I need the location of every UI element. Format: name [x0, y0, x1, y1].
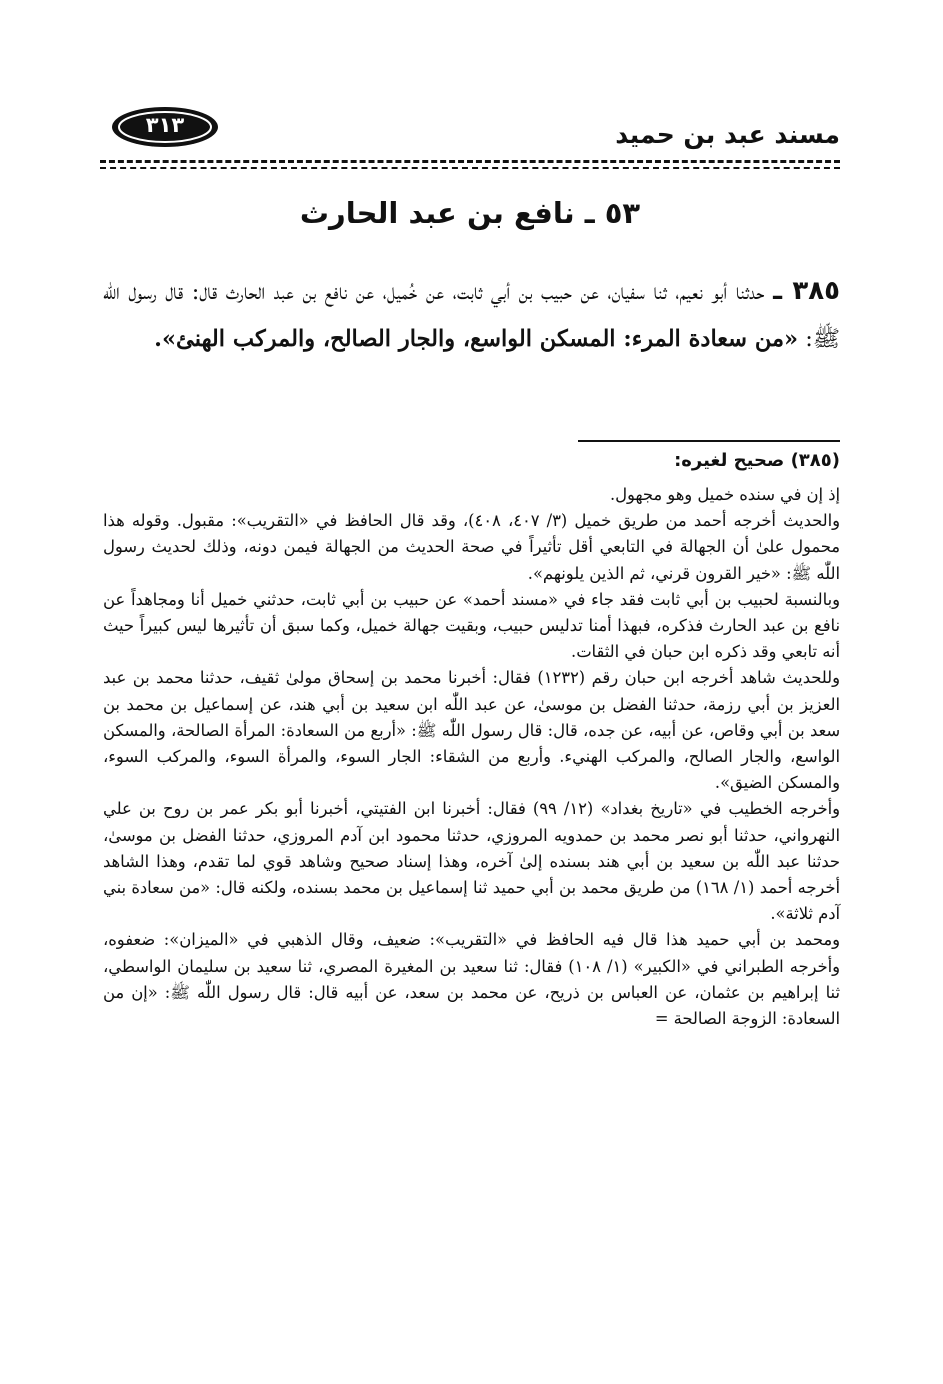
header-divider [100, 160, 840, 163]
hadith-isnad: حدثنا أبو نعيم، ثنا سفيان، عن حبيب بن أبي ثابت، عن خُميل، عن نافع بن عبد الحارث قال: قال رسول اللّٰه ﷺ: [103, 279, 840, 352]
footnote-body [103, 482, 840, 1032]
footnote-paragraph: ومحمد بن أبي حميد هذا قال فيه الحافظ في «التقريب»: ضعيف، وقال الذهبي في «الميزان»: ضعفوه، وأخرجه الطبراني في «الكبير» (١/ ١٠٨) فقال: ثنا سعيد بن المغيرة المصري، ثنا سعيد بن سليمان الواسطي، ثنا إبراهيم بن عثمان، عن العباس بن ذريح، عن محمد بن سعد، عن أبيه قال: قال رسول اللّٰه ﷺ: «إن من السعادة: الزوجة الصالحة = [103, 930, 840, 1029]
header-divider-secondary [100, 167, 840, 169]
page-number-badge [110, 104, 220, 150]
book-title: مسند عبد بن حميد [615, 120, 840, 149]
hadith-text [103, 268, 840, 363]
hadith-matn: «من سعادة المرء: المسكن الواسع، والجار الصالح، والمركب الهنئ». [154, 326, 799, 352]
footnote-separator [578, 440, 840, 442]
footnote-paragraph: وبالنسبة لحبيب بن أبي ثابت فقد جاء في «مسند أحمد» عن حبيب بن أبي ثابت، حدثني خميل أنا ومجاهداً عن نافع بن عبد الحارث فذكره، فبهذا أمنا تدليس حبيب، وبقيت جهالة خميل، وكما سبق أن تأثيرها ليس كبيراً حيث أنه تابعي وقد ذكره ابن حبان في الثقات. [103, 589, 840, 662]
footnote-paragraph: إذ إن في سنده خميل وهو مجهول. [609, 485, 840, 504]
page-number: ٣١٣ [145, 113, 185, 137]
page-header [100, 98, 840, 160]
chapter-title: ٥٣ ـ نافع بن عبد الحارث [299, 196, 641, 230]
footnote-paragraph: والحديث أخرجه أحمد من طريق خميل (٣/ ٤٠٧، ٤٠٨)، وقد قال الحافظ في «التقريب»: مقبول. وقوله هذا محمول علىٰ أن الجهالة في التابعي أقل تأثيراً في صحة الحديث من الجهالة فيمن دونه، وذلك لحديث رسول اللّٰه ﷺ: «خير القرون قرني، ثم الذين يلونهم». [103, 511, 840, 583]
footnote-paragraph: وأخرجه الخطيب في «تاريخ بغداد» (١٢/ ٩٩) فقال: أخبرنا ابن الفتيتي، أخبرنا أبو بكر عمر بن روح بن علي النهرواني، حدثنا أبو نصر محمد بن حمدويه المروزي، حدثنا محمود ابن آدم المروزي، حدثنا الفضل بن موسىٰ، حدثنا عبد اللّٰه بن سعيد بن أبي هند بسنده إلىٰ آخره، وهذا إسناد صحيح وشاهد قوي لما تقدم، وهذا الشاهد أخرجه أحمد (١/ ١٦٨) من طريق محمد بن أبي حميد ثنا إسماعيل بن محمد بسنده، ولكنه قال: «من سعادة بني آدم ثلاثة». [103, 799, 840, 924]
footnote-heading: (٣٨٥) صحيح لغيره: [674, 450, 840, 471]
footnote-paragraph: وللحديث شاهد أخرجه ابن حبان رقم (١٢٣٢) فقال: أخبرنا محمد بن إسحاق مولىٰ ثقيف، حدثنا محمد بن عبد العزيز بن أبي رزمة، حدثنا الفضل بن موسىٰ، عن عبد اللّٰه ابن سعيد بن أبي هند، عن إسماعيل بن محمد بن سعد بن أبي وقاص، عن أبيه، عن جده، قال: قال رسول اللّٰه ﷺ: «أربع من السعادة: المرأة الصالحة، والمسكن الواسع، والجار الصالح، والمركب الهنيء. وأربع من الشقاء: الجار السوء، والمرأة السوء، والمركب السوء، والمسكن الضيق». [103, 668, 840, 793]
hadith-number: ٣٨٥ ـ [773, 276, 840, 306]
